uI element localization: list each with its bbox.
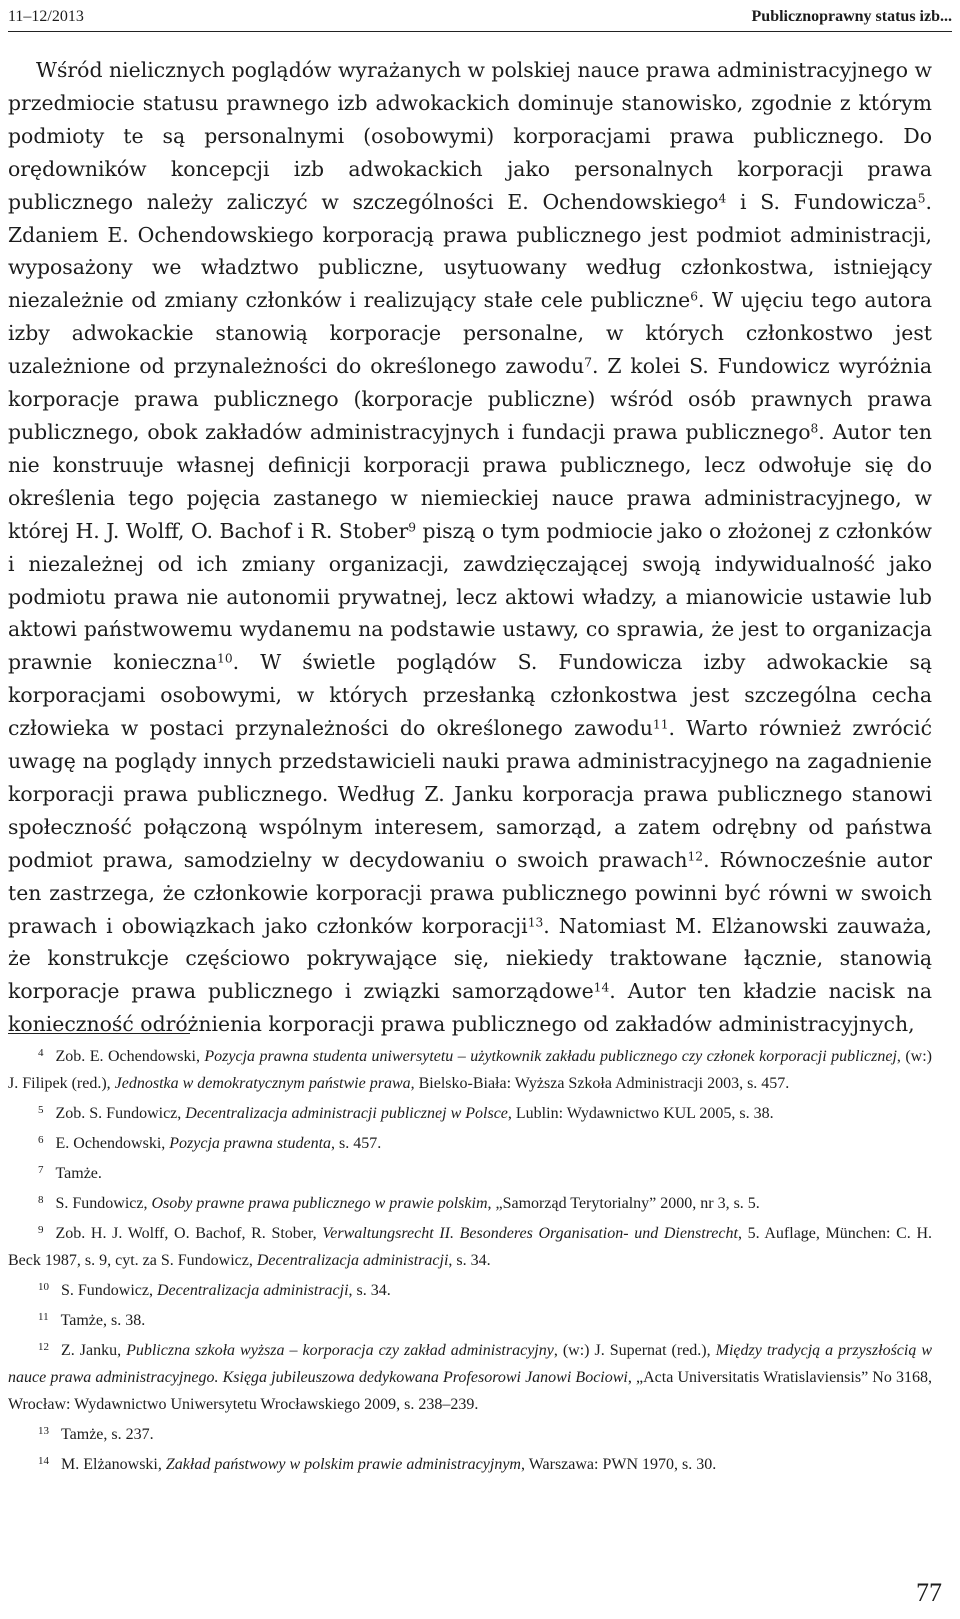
footnote-number: 10 bbox=[38, 1281, 49, 1293]
footnote-text: M. Elżanowski, bbox=[61, 1456, 166, 1473]
footnote bbox=[8, 1157, 932, 1187]
footnote-ref-9: 9 bbox=[408, 519, 416, 534]
footnote-ref-14: 14 bbox=[593, 980, 610, 995]
footnote-text: Z. Janku, bbox=[61, 1342, 127, 1359]
footnote-divider bbox=[8, 1033, 190, 1034]
footnote bbox=[8, 1274, 932, 1304]
body-text-segment: . Zdaniem E. Ochendowskiego korporacją prawa publicznego jest podmiot administracji, wyposażony we władztwo publiczne, usytuowany według członkostwa, istniejący niezależnie od zmiany członków i realizujący stałe cele publiczne bbox=[8, 189, 932, 313]
footnote-number: 14 bbox=[38, 1455, 49, 1467]
footnote-number: 13 bbox=[38, 1425, 49, 1437]
footnote-number: 6 bbox=[38, 1134, 44, 1146]
footnote-text: , (w:) J. Filipek (red.), bbox=[8, 1048, 933, 1092]
body-text-segment: . W świetle poglądów S. Fundowicza izby adwokackie są korporacjami osobowymi, w których przesłanką członkostwa jest szczególna cecha człowieka w postaci przynależności do określonego zawodu bbox=[8, 650, 932, 741]
footnote-number: 9 bbox=[38, 1224, 44, 1236]
footnote-number: 11 bbox=[38, 1311, 49, 1323]
footnote-ref-6: 6 bbox=[690, 289, 698, 304]
footnotes bbox=[8, 1040, 932, 1478]
footnote bbox=[8, 1040, 932, 1097]
footnote-ref-10: 10 bbox=[217, 651, 233, 666]
body-paragraph bbox=[8, 54, 932, 1041]
footnote-text: , 5. Auflage, München: C. H. Beck 1987, s. 9, cyt. za S. Fundowicz, bbox=[8, 1225, 932, 1269]
footnote-text: Tamże, s. 237. bbox=[61, 1426, 154, 1443]
body-text-segment: piszą o tym podmiocie jako o złożonej z członków i niezależnej od ich zmiany organizacji, zawdzięczającej swoją indywidualność jako podmiotu prawa nie autonomii prywatnej, lecz aktowi władzy, a mianowicie ustawie lub aktowi państwowemu wydanemu na podstawie ustawy, co sprawia, że jest to organizacja prawnie konieczna bbox=[8, 518, 932, 675]
page-number: 77 bbox=[916, 1578, 942, 1607]
footnote-ref-4: 4 bbox=[718, 190, 727, 205]
header-title: Publicznoprawny status izb... bbox=[751, 8, 952, 25]
footnote-title: Decentralizacja administracji bbox=[256, 1252, 449, 1269]
running-header bbox=[8, 4, 952, 26]
footnote-ref-13: 13 bbox=[527, 914, 544, 929]
footnote-text: E. Ochendowski, bbox=[55, 1135, 170, 1152]
footnote-title: Decentralizacja administracji bbox=[157, 1282, 349, 1299]
footnote-number: 5 bbox=[38, 1104, 44, 1116]
footnote bbox=[8, 1334, 932, 1418]
footnote-ref-12: 12 bbox=[687, 849, 704, 864]
footnote bbox=[8, 1418, 932, 1448]
footnote-title: Między tradycją a przyszłością w nauce prawa administracyjnego. Księga jubileuszowa dedykowana Profesorowi Janowi Bociowi bbox=[8, 1342, 933, 1386]
footnote bbox=[8, 1097, 932, 1127]
body-text-segment: . Warto również zwrócić uwagę na poglądy innych przedstawicieli nauki prawa administracyjnego na zagadnienie korporacji prawa publicznego. Według Z. Janku korporacja prawa publicznego stanowi społeczność połączoną wspólnym interesem, samorząd, a zatem odrębny od państwa podmiot prawa, samodzielny w decydowaniu o swoich prawach bbox=[8, 716, 932, 872]
footnote-number: 8 bbox=[38, 1194, 44, 1206]
footnote-number: 7 bbox=[38, 1164, 44, 1176]
footnote-text: Zob. H. J. Wolff, O. Bachof, R. Stober, bbox=[55, 1225, 323, 1242]
footnote-title: Osoby prawne prawa publicznego w prawie polskim bbox=[151, 1195, 488, 1212]
footnote-title: Publiczna szkoła wyższa – korporacja czy zakład administracyjny bbox=[126, 1342, 554, 1359]
body-text-segment: . Równocześnie autor ten zastrzega, że członkowie korporacji prawa publicznego powinni być równi w swoich prawach i obowiązkach jako członków korporacji bbox=[8, 847, 933, 938]
footnote bbox=[8, 1217, 932, 1274]
footnote bbox=[8, 1187, 932, 1217]
body-text-segment: . W ujęciu tego autora izby adwokackie stanowią korporacje personalne, w których członkostwo jest uzależnione od przynależności do określonego zawodu bbox=[8, 288, 933, 379]
body-text-segment: . Autor ten kładzie nacisk na konieczność odróżnienia korporacji prawa publicznego od zakładów administracyjnych, bbox=[8, 979, 932, 1037]
footnote-text: Zob. S. Fundowicz, bbox=[55, 1105, 186, 1122]
footnote-text: S. Fundowicz, bbox=[61, 1282, 157, 1299]
header-divider bbox=[8, 31, 952, 32]
footnote-text: , Lublin: Wydawnictwo KUL 2005, s. 38. bbox=[507, 1105, 774, 1122]
footnote-text: , „Acta Universitatis Wratislaviensis” No 3168, Wrocław: Wydawnictwo Uniwersytetu Wrocławskiego 2009, s. 238–239. bbox=[8, 1369, 933, 1413]
footnote-title: Verwaltungsrecht II. Besonderes Organisation- und Dienstrecht bbox=[322, 1225, 738, 1242]
header-issue: 11–12/2013 bbox=[8, 8, 84, 25]
footnote-text: , s. 34. bbox=[448, 1252, 491, 1269]
body-text-segment: i S. Fundowicza bbox=[726, 189, 918, 214]
footnote-title: Pozycja prawna studenta bbox=[169, 1135, 332, 1152]
footnote-title: Decentralizacja administracji publicznej w Polsce bbox=[185, 1105, 508, 1122]
footnote-text: Tamże. bbox=[55, 1165, 102, 1182]
footnote-title: Zakład państwowy w polskim prawie administracyjnym bbox=[165, 1456, 521, 1473]
footnote-number: 4 bbox=[38, 1047, 44, 1059]
footnote-text: S. Fundowicz, bbox=[55, 1195, 152, 1212]
footnote bbox=[8, 1448, 932, 1478]
footnote-text: , Warszawa: PWN 1970, s. 30. bbox=[520, 1456, 717, 1473]
footnote-title: Jednostka w demokratycznym państwie prawa bbox=[114, 1075, 411, 1092]
body-text-segment: Wśród nielicznych poglądów wyrażanych w polskiej nauce prawa administracyjnego w przedmiocie statusu prawnego izb adwokackich dominuje stanowisko, zgodnie z którym podmioty te są personalnymi (osobowymi) korporacjami prawa publicznego. Do orędowników koncepcji izb adwokackich jako personalnych korporacji prawa publicznego należy zaliczyć w szczególności E. Ochendowskiego bbox=[8, 58, 932, 214]
footnote bbox=[8, 1127, 932, 1157]
footnote-ref-5: 5 bbox=[917, 190, 926, 205]
footnote-title: Pozycja prawna studenta uniwersytetu – użytkownik zakładu publicznego czy członek korporacji publicznej bbox=[204, 1048, 897, 1065]
footnote-text: , „Samorząd Terytorialny” 2000, nr 3, s. 5. bbox=[487, 1195, 760, 1212]
footnote-text: , Bielsko-Biała: Wyższa Szkoła Administracji 2003, s. 457. bbox=[410, 1075, 790, 1092]
footnote-text: Tamże, s. 38. bbox=[60, 1312, 146, 1329]
body-text-segment: . Autor ten nie konstruuje własnej definicji korporacji prawa publicznego, lecz odwołuje się do określenia tego pojęcia zastanego w niemieckiej nauce prawa administracyjnego, w której H. J. Wolff, O. Bachof i R. Stober bbox=[8, 419, 932, 543]
footnote-ref-7: 7 bbox=[584, 355, 592, 370]
body-text-segment: . Natomiast M. Elżanowski zauważa, że konstrukcje częściowo pokrywające się, niekiedy traktowane łącznie, stanowią korporacje prawa publicznego i związki samorządowe bbox=[8, 913, 932, 1004]
footnote bbox=[8, 1304, 932, 1334]
footnote-text: , s. 457. bbox=[331, 1135, 382, 1152]
body-text-segment: . Z kolei S. Fundowicz wyróżnia korporacje prawa publicznego (korporacje publiczne) wśród osób prawnych prawa publicznego, obok zakładów administracyjnych i fundacji prawa publicznego bbox=[8, 354, 933, 444]
footnote-number: 12 bbox=[38, 1341, 49, 1353]
footnote-ref-8: 8 bbox=[810, 421, 819, 436]
footnote-ref-11: 11 bbox=[652, 717, 669, 732]
footnote-text: , (w:) J. Supernat (red.), bbox=[553, 1342, 716, 1359]
footnote-text: Zob. E. Ochendowski, bbox=[55, 1048, 205, 1065]
footnote-text: , s. 34. bbox=[348, 1282, 391, 1299]
